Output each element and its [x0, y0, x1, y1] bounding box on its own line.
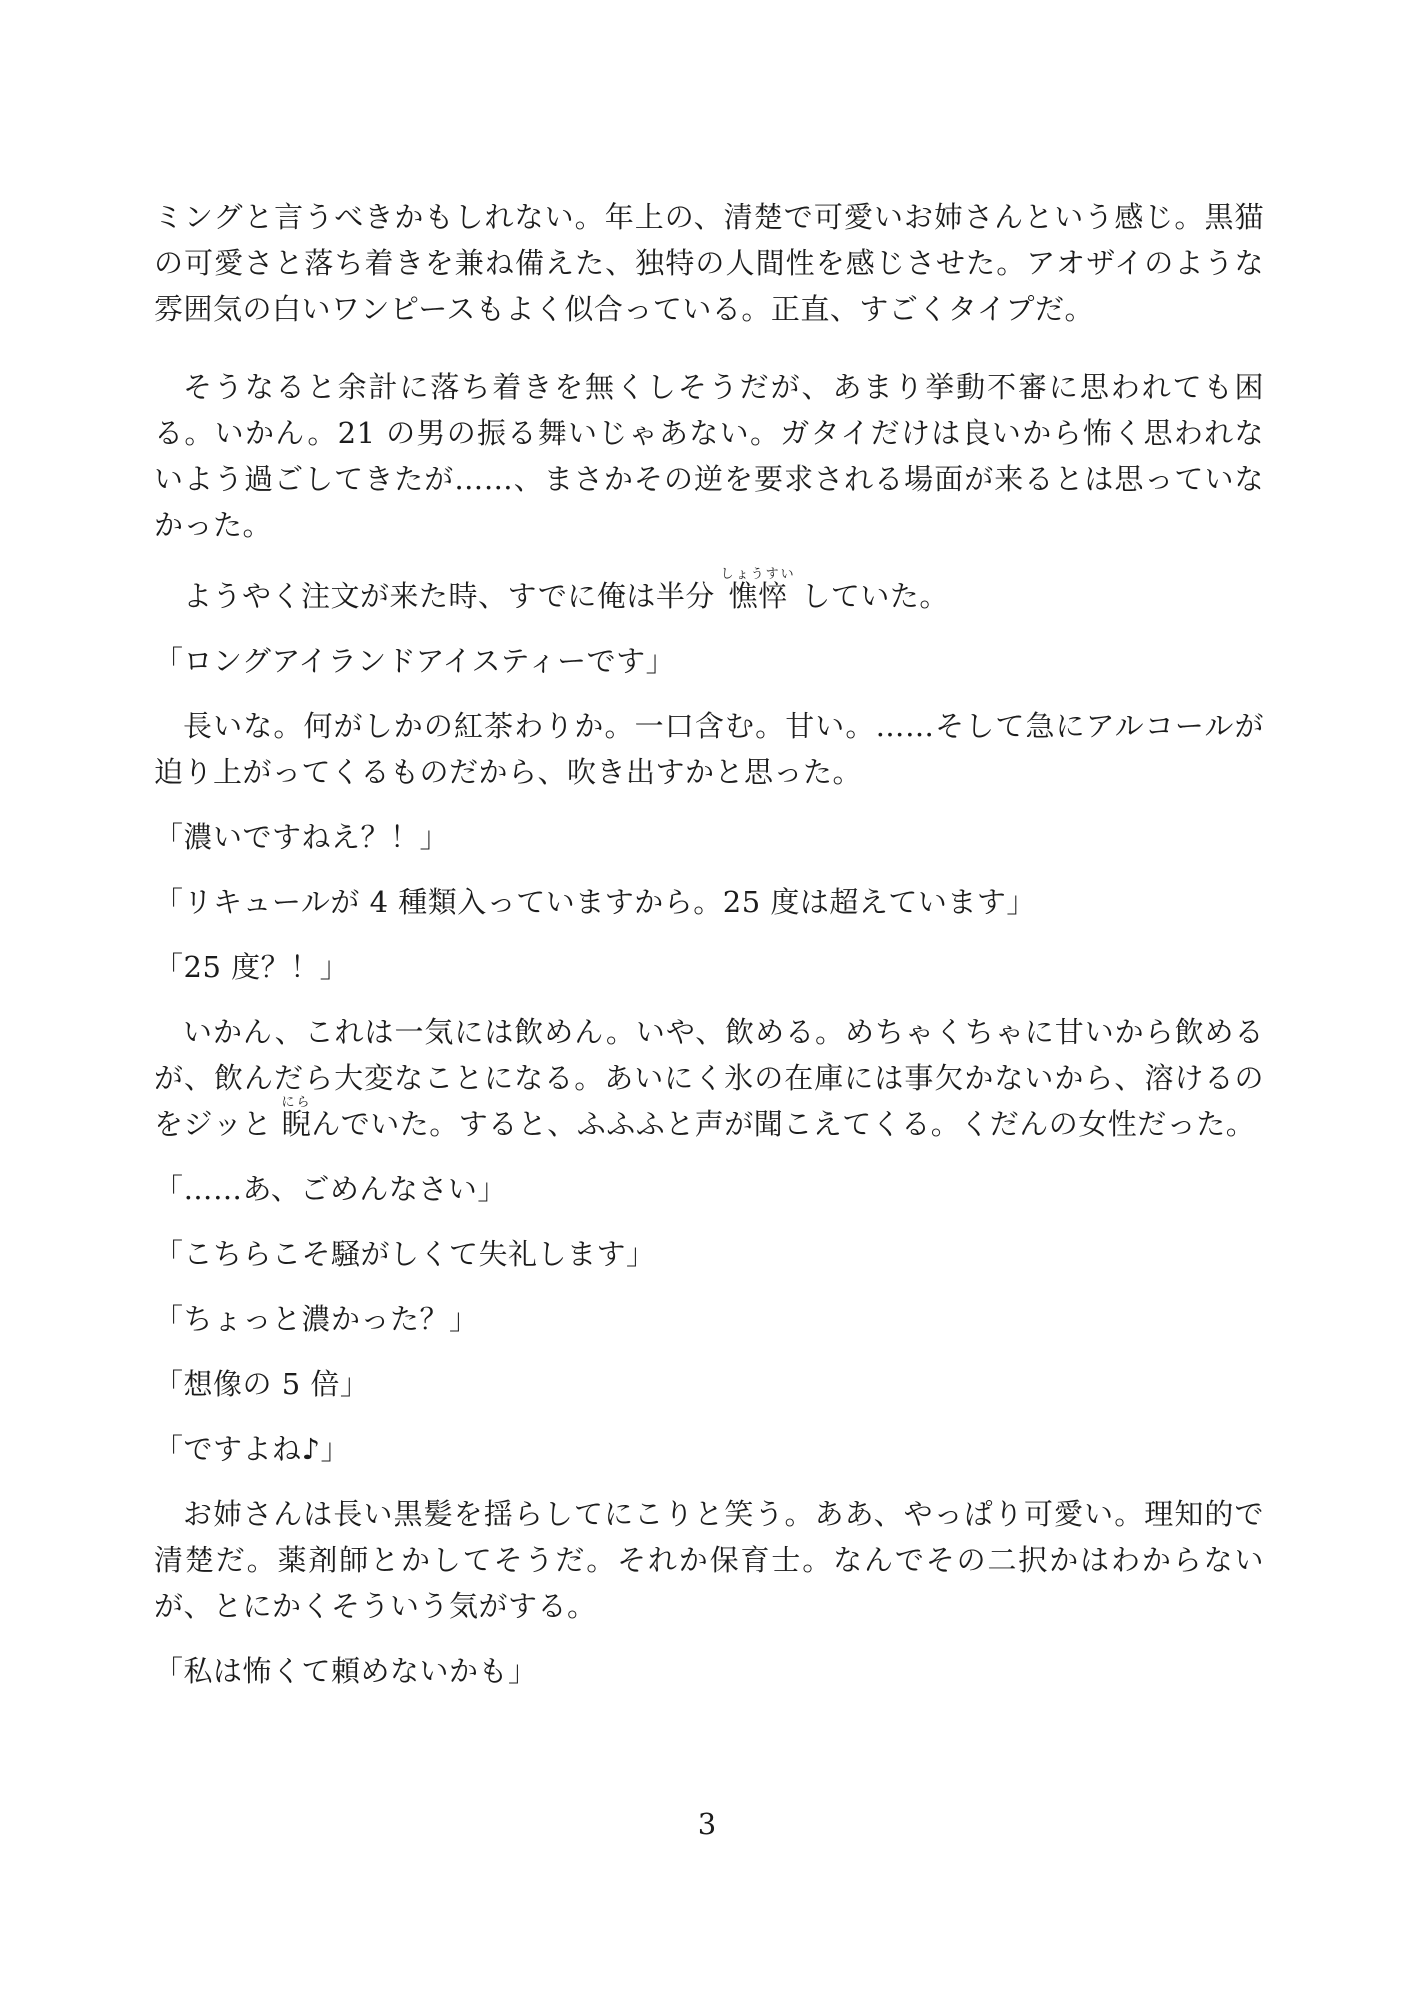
ruby-base: 睨 [281, 1107, 312, 1141]
dialogue-line: 「25 度？！」 [154, 950, 350, 984]
dialogue-line: 「私は怖くて頼めないかも」 [154, 1654, 538, 1688]
dialogue-line: 「こちらこそ騒がしくて失礼します」 [154, 1237, 656, 1271]
dialogue-line: 「ロングアイランドアイスティーです」 [154, 644, 676, 678]
ruby-base: 憔悴 [720, 579, 796, 613]
dialogue-line: 「濃いですねえ？！」 [154, 820, 450, 854]
dialogue-line: 「ですよね♪」 [154, 1432, 351, 1466]
paragraph-narrative-ruby [154, 1009, 1264, 1147]
page-number: 3 [697, 1807, 717, 1841]
text-segment: ようやく注文が来た時、すでに俺は半分 [183, 579, 725, 613]
ruby-annotation [720, 567, 796, 613]
paragraph-narrative-ruby [154, 567, 1264, 619]
paragraph-narrative: そうなると余計に落ち着きを無くしそうだが、あまり挙動不審に思われても困る。いかん。21 の男の振る舞いじゃあない。ガタイだけは良いから怖く思われないよう過ごしてきたが……、まさかその逆を要求される場面が来るとは思っていなかった。 [154, 370, 1264, 542]
ruby-annotation [281, 1095, 312, 1141]
paragraph-narrative: 長いな。何がしかの紅茶わりか。一口含む。甘い。……そして急にアルコールが迫り上がってくるものだから、吹き出すかと思った。 [154, 709, 1264, 789]
ruby-reading: しょうすい [720, 567, 796, 582]
dialogue-line: 「ちょっと濃かった？」 [154, 1302, 479, 1336]
paragraph-narrative: お姉さんは長い黒髪を揺らしてにこりと笑う。ああ、やっぱり可愛い。理知的で清楚だ。薬剤師とかしてそうだ。それか保育士。なんでその二択かはわからないが、とにかくそういう気がする。 [154, 1497, 1264, 1623]
dialogue-line: 「……あ、ごめんなさい」 [154, 1172, 507, 1206]
paragraph-narrative: ミングと言うべきかもしれない。年上の、清楚で可愛いお姉さんという感じ。黒猫の可愛さと落ち着きを兼ね備えた、独特の人間性を感じさせた。アオザイのような雰囲気の白いワンピースもよく似合っている。正直、すごくタイプだ。 [154, 200, 1264, 326]
text-segment: いかん、これは一気には飲めん。いや、飲める。めちゃくちゃに甘いから飲めるが、飲んだら大変なことになる。あいにく氷の在庫には事欠かないから、溶けるのをジッと [154, 1015, 1264, 1141]
dialogue-line: 「想像の 5 倍」 [154, 1367, 370, 1401]
ruby-reading: にら [281, 1095, 312, 1110]
text-segment: んでいた。すると、ふふふと声が聞こえてくる。くだんの女性だった。 [311, 1107, 1256, 1141]
text-segment: していた。 [791, 579, 949, 613]
dialogue-line: 「リキュールが 4 種類入っていますから。25 度は超えています」 [154, 885, 1036, 919]
